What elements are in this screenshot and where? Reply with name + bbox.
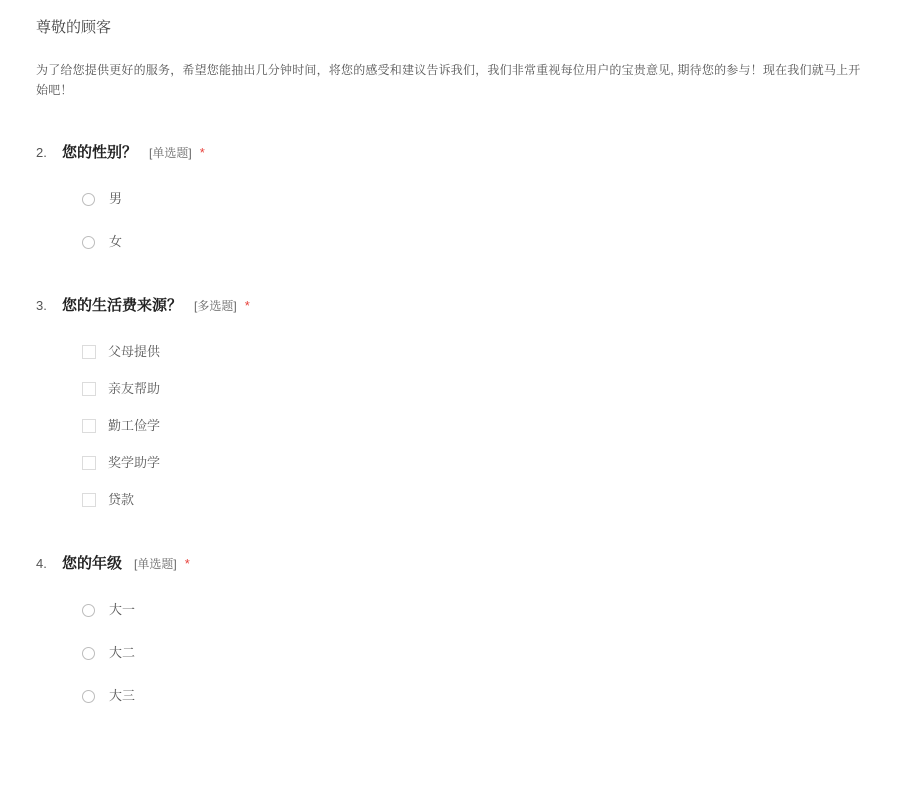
required-asterisk: * [244, 298, 250, 313]
question-block-3 [0, 295, 900, 511]
option-row[interactable] [82, 489, 864, 511]
question-title: 您的性别？ [62, 144, 138, 161]
question-title: 您的年级 [62, 555, 123, 572]
option-list [36, 188, 864, 253]
option-label: 贷款 [108, 492, 135, 507]
checkbox-icon[interactable] [82, 419, 96, 433]
question-block-2 [0, 142, 900, 253]
radio-icon[interactable] [82, 690, 95, 703]
option-row[interactable] [82, 341, 864, 363]
option-label: 勤工俭学 [108, 418, 161, 433]
question-index: 2. [36, 145, 47, 160]
option-label: 大三 [109, 688, 136, 703]
option-label: 男 [109, 191, 123, 206]
option-row[interactable] [82, 452, 864, 474]
option-label: 父母提供 [108, 344, 161, 359]
option-label: 女 [109, 234, 123, 249]
question-type-label: [单选题] [149, 146, 192, 160]
checkbox-icon[interactable] [82, 345, 96, 359]
radio-icon[interactable] [82, 236, 95, 249]
option-list [36, 341, 864, 511]
option-row[interactable] [82, 685, 864, 707]
question-type-label: [多选题] [194, 299, 237, 313]
option-label: 大一 [109, 602, 136, 617]
option-row[interactable] [82, 231, 864, 253]
question-header [36, 553, 864, 575]
option-row[interactable] [82, 188, 864, 210]
question-block-4 [0, 553, 900, 707]
question-index: 4. [36, 556, 47, 571]
radio-icon[interactable] [82, 193, 95, 206]
option-label: 奖学助学 [108, 455, 161, 470]
question-index: 3. [36, 298, 47, 313]
question-title: 您的生活费来源？ [62, 297, 183, 314]
required-asterisk: * [199, 145, 205, 160]
required-asterisk: * [184, 556, 190, 571]
page-title: 尊敬的顾客 [36, 19, 112, 36]
option-label: 亲友帮助 [108, 381, 161, 396]
radio-icon[interactable] [82, 604, 95, 617]
option-row[interactable] [82, 599, 864, 621]
question-type-label: [单选题] [134, 557, 177, 571]
checkbox-icon[interactable] [82, 493, 96, 507]
survey-intro-text: 为了给您提供更好的服务，希望您能抽出几分钟时间，将您的感受和建议告诉我们，我们非常重视每位用户的宝贵意见, 期待您的参与！现在我们就马上开始吧！ [36, 63, 861, 97]
checkbox-icon[interactable] [82, 382, 96, 396]
option-list [36, 599, 864, 707]
option-row[interactable] [82, 415, 864, 437]
option-row[interactable] [82, 642, 864, 664]
radio-icon[interactable] [82, 647, 95, 660]
question-header [36, 295, 864, 317]
question-header [36, 142, 864, 164]
option-row[interactable] [82, 378, 864, 400]
checkbox-icon[interactable] [82, 456, 96, 470]
option-label: 大二 [109, 645, 136, 660]
